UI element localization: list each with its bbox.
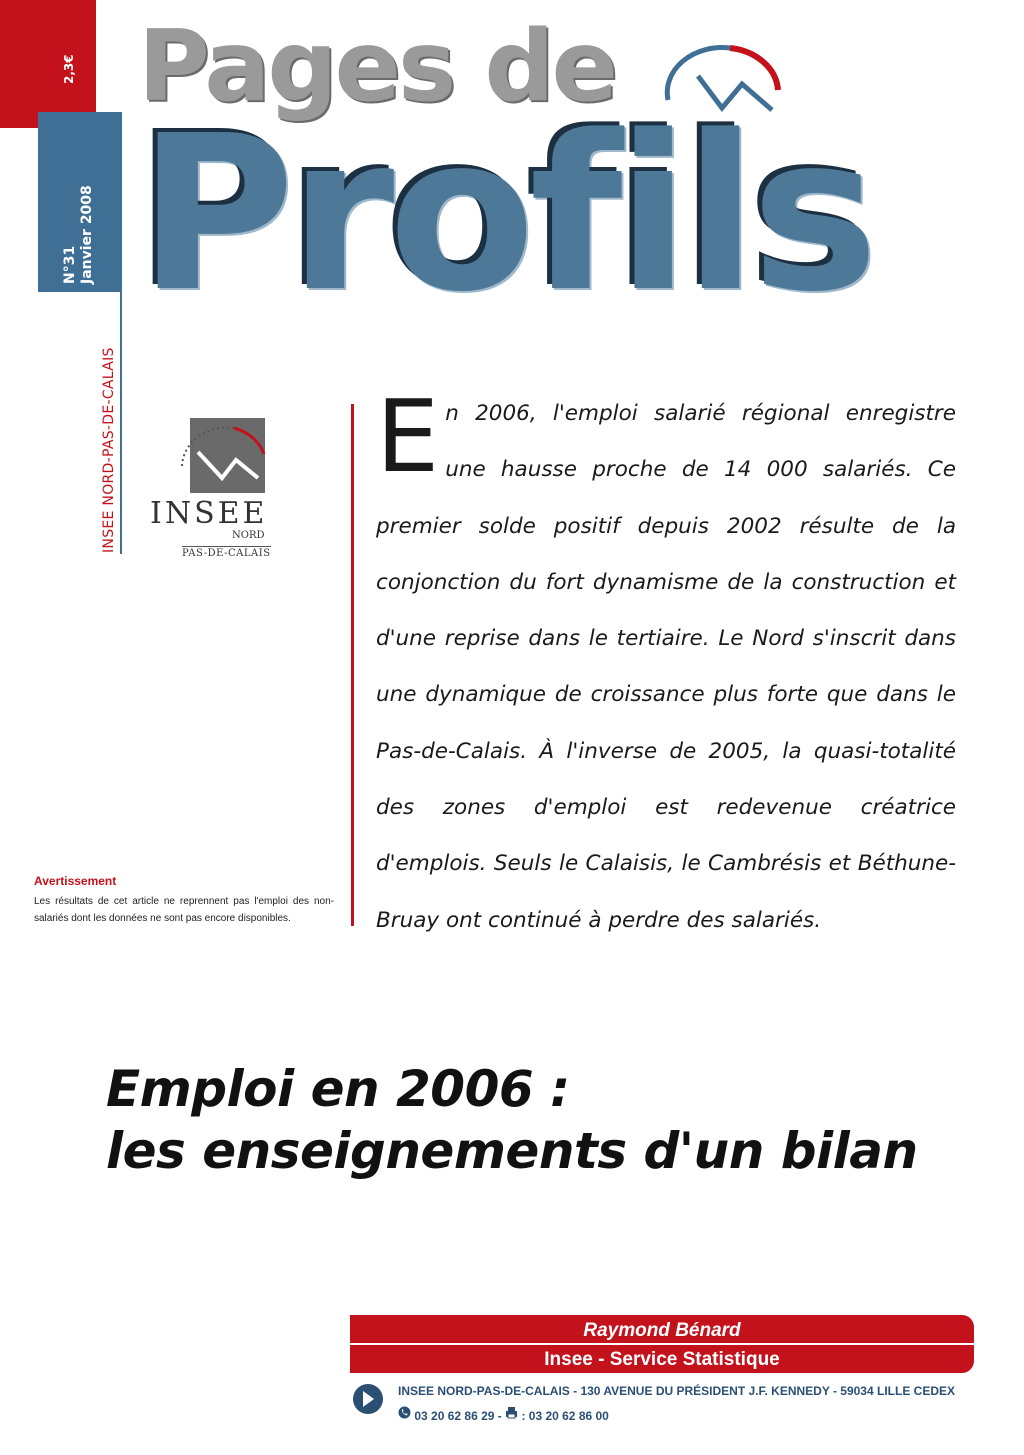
sidebar-divider: [120, 292, 122, 554]
insee-region-nord: NORD: [232, 530, 265, 541]
service-name: Insee - Service Statistique: [544, 1349, 780, 1370]
intro-rule: [351, 404, 354, 926]
contact-phones: [398, 1406, 609, 1423]
fax-number: : 03 20 62 86 00: [521, 1408, 609, 1423]
issue-date: Janvier 2008: [79, 185, 95, 284]
masthead-profils: Profils: [138, 90, 873, 339]
insee-logo-icon: [178, 418, 268, 496]
warning-text: Les résultats de cet article ne reprennent pas l'emploi des non-salariés dont les données ne sont pas encore disponibles.: [34, 896, 334, 924]
insee-wordmark: INSEE: [150, 496, 268, 531]
phone-number: 03 20 62 86 29 -: [414, 1408, 502, 1423]
article-title-line1: Emploi en 2006 :: [106, 1060, 570, 1118]
article-title-line2: les enseignements d'un bilan: [106, 1122, 918, 1180]
author-name: Raymond Bénard: [583, 1320, 741, 1341]
contact-address: INSEE NORD-PAS-DE-CALAIS - 130 AVENUE DU PRÉSIDENT J.F. KENNEDY - 59034 LILLE CEDEX: [398, 1384, 955, 1398]
warning-title: Avertissement: [34, 874, 117, 888]
issue-info: [62, 185, 96, 284]
intro-paragraph: [376, 378, 956, 949]
article-title: [106, 1058, 918, 1182]
intro-text: n 2006, l'emploi salarié régional enregistre une hausse proche de 14 000 salariés. Ce premier solde positif depuis 2002 résulte de la conjonction du fort dynamisme de la construction et d'une reprise dans le tertiaire. Le Nord s'inscrit dans une dynamique de croissance plus forte que dans le Pas-de-Calais. À l'inverse de 2005, la quasi-totalité des zones d'emploi est redevenue créatrice d'emplois. Seuls le Calaisis, le Cambrésis et Béthune-Bruay ont continué à perdre des salariés.: [376, 401, 956, 933]
intro-dropcap: E: [376, 378, 440, 495]
fax-icon: [505, 1406, 518, 1419]
insee-region-pas-de-calais: PAS-DE-CALAIS: [182, 548, 271, 559]
insee-arc-logo-icon: [660, 38, 785, 128]
phone-icon: [398, 1406, 411, 1419]
issue-number: N°31: [62, 245, 78, 284]
arrow-right-icon: [352, 1383, 384, 1415]
masthead-pages-de: Pages de: [138, 10, 616, 124]
publisher-vertical-label: INSEE NORD-PAS-DE-CALAIS: [101, 347, 117, 553]
price-label: 2,3€: [62, 54, 76, 84]
